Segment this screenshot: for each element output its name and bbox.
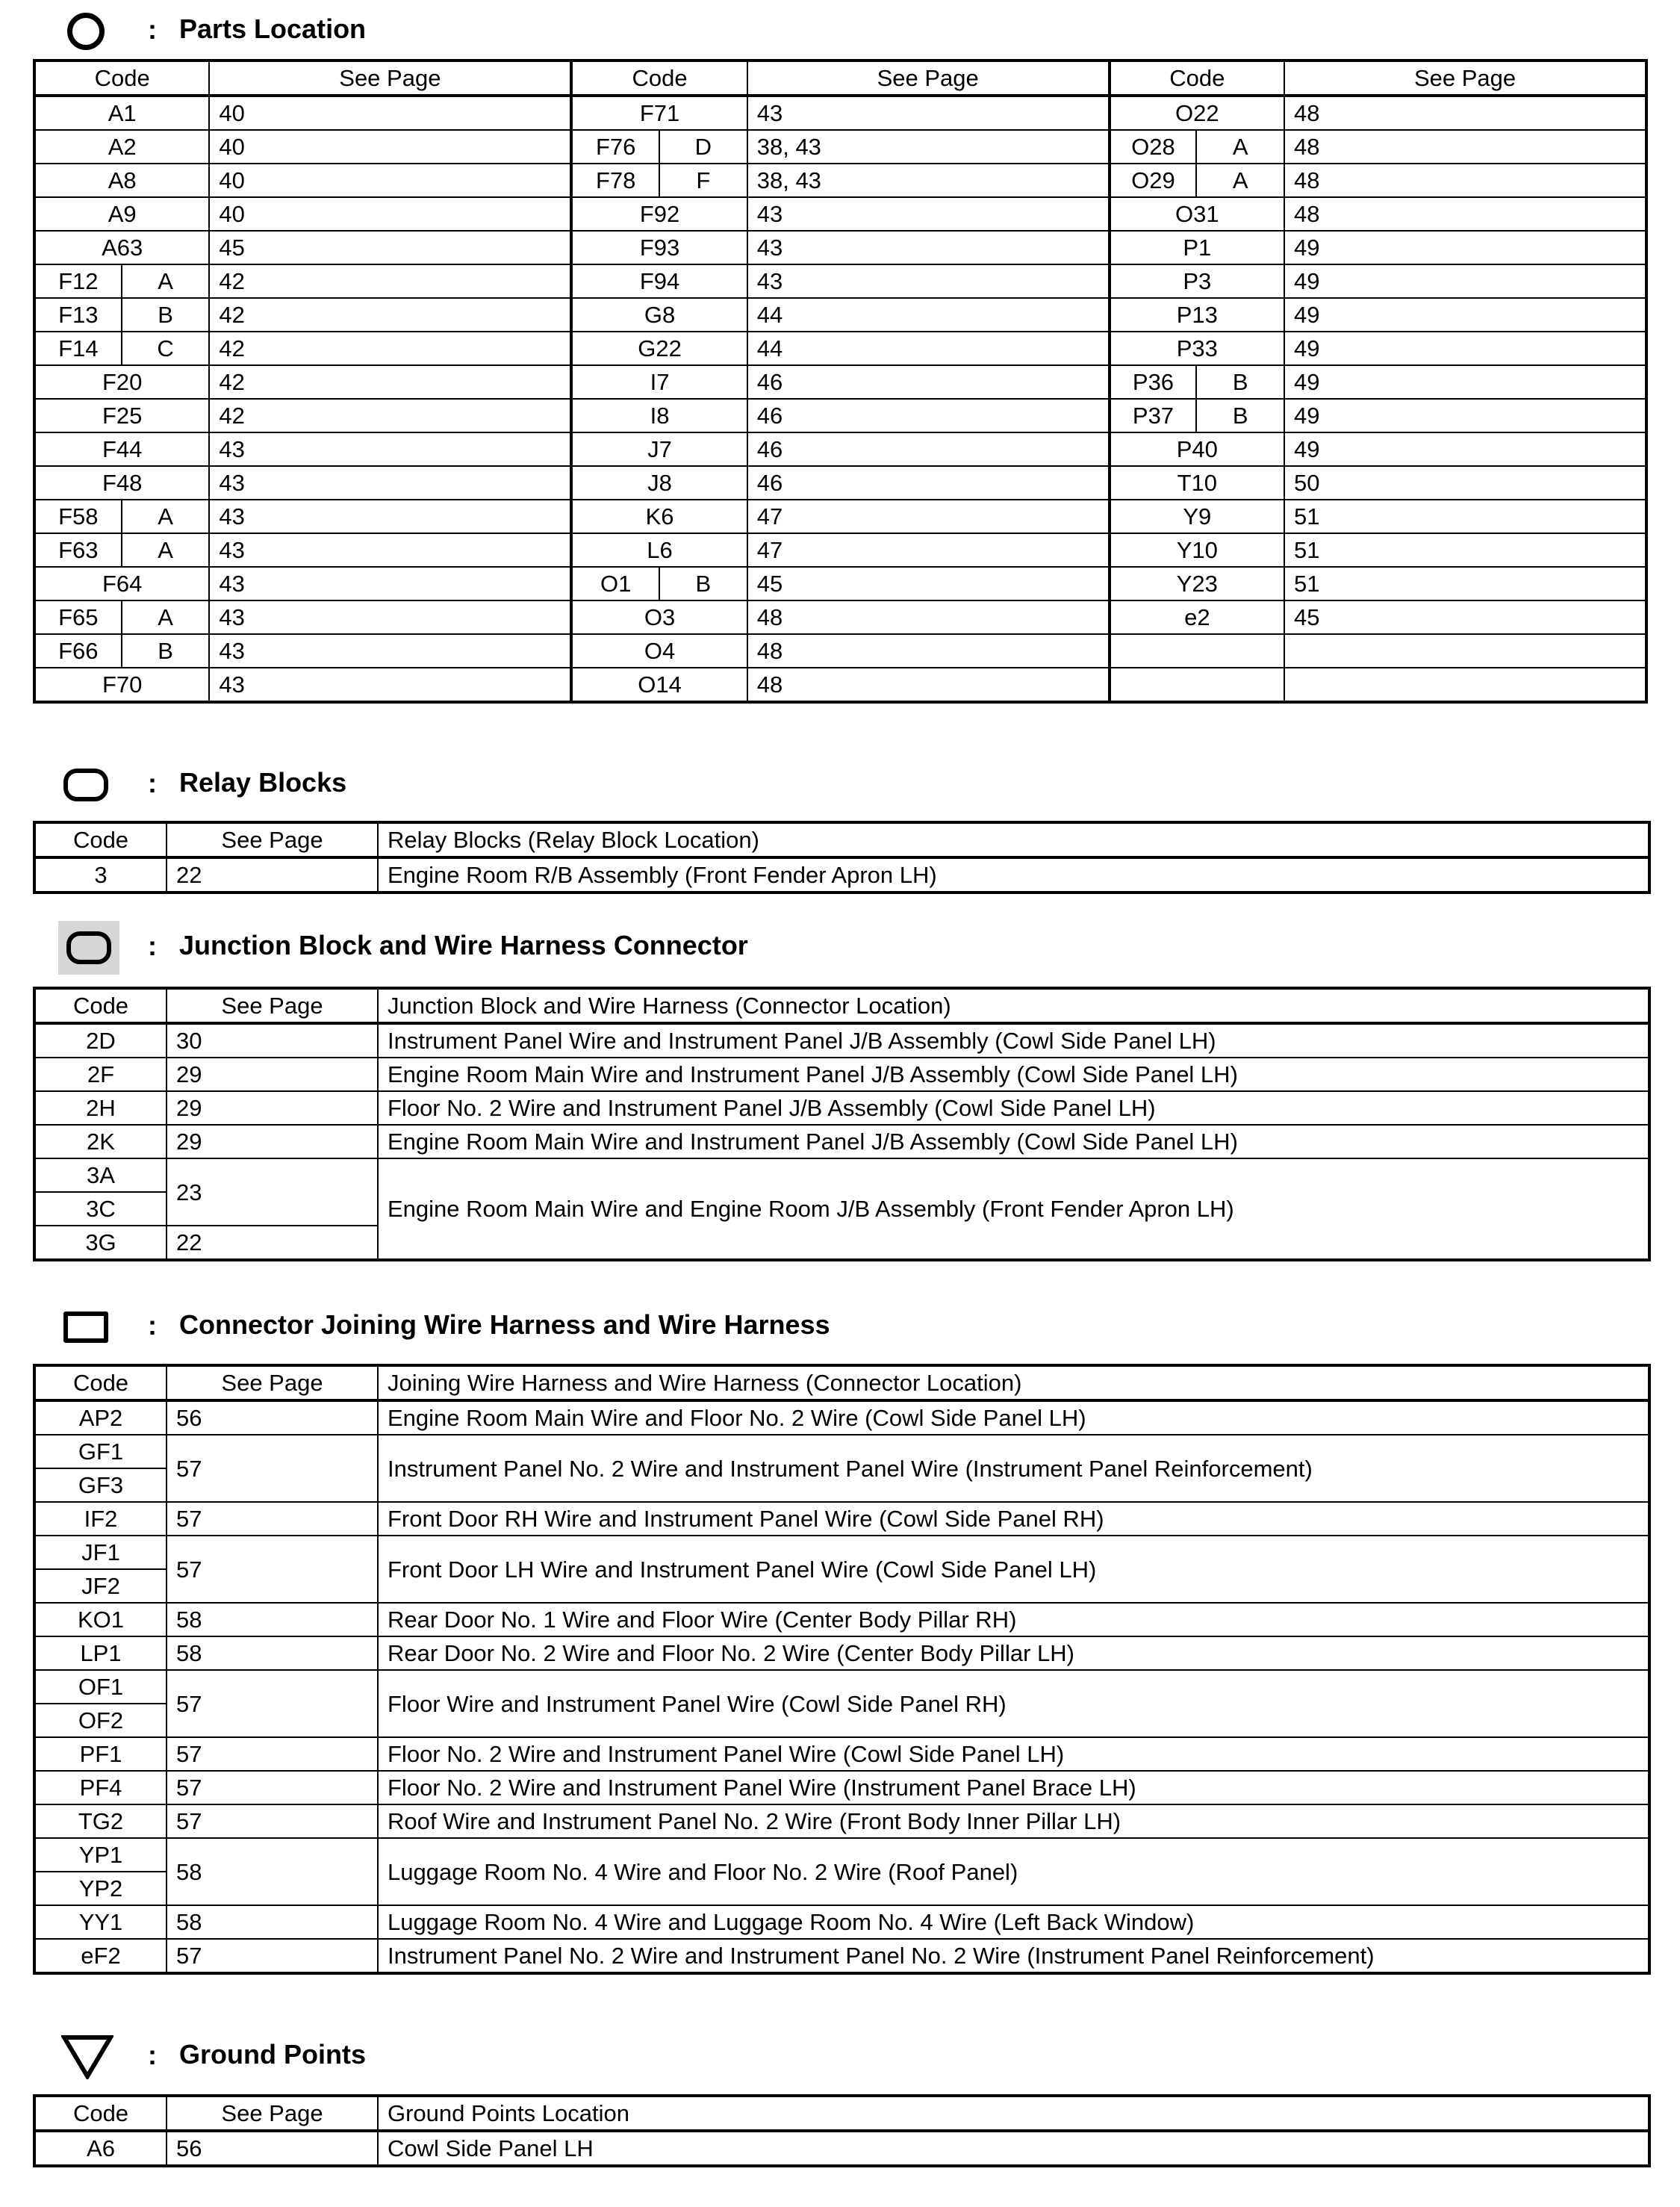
table-row bbox=[34, 1636, 1649, 1670]
table-row bbox=[34, 668, 1646, 702]
connector-sub-cell: A bbox=[1196, 130, 1284, 164]
code-cell: Y9 bbox=[1110, 500, 1284, 533]
table-row bbox=[34, 1023, 1649, 1058]
ground-points-header bbox=[60, 2034, 366, 2079]
page-cell: 57 bbox=[167, 1670, 378, 1737]
description-cell: Engine Room Main Wire and Instrument Panel J/B Assembly (Cowl Side Panel LH) bbox=[378, 1058, 1649, 1091]
description-cell: Rear Door No. 2 Wire and Floor No. 2 Wire (Center Body Pillar LH) bbox=[378, 1636, 1649, 1670]
table-row bbox=[34, 197, 1646, 231]
junction-block-icon-bg bbox=[58, 921, 119, 975]
page-cell: 22 bbox=[167, 1226, 378, 1260]
parts-location-table bbox=[33, 59, 1648, 704]
header-description: Junction Block and Wire Harness (Connector Location) bbox=[378, 988, 1649, 1023]
relay-blocks-header bbox=[60, 763, 347, 807]
table-row bbox=[34, 2131, 1649, 2166]
connector-icon bbox=[63, 1312, 108, 1343]
parts-location-header bbox=[60, 9, 367, 54]
page-cell: 45 bbox=[209, 231, 571, 264]
code-cell: 3C bbox=[34, 1192, 167, 1226]
page-cell: 47 bbox=[747, 533, 1110, 567]
circle-icon bbox=[67, 13, 105, 50]
table-row bbox=[34, 1435, 1649, 1468]
code-cell: F92 bbox=[571, 197, 747, 231]
table-row bbox=[34, 1771, 1649, 1804]
page-cell: 45 bbox=[747, 567, 1110, 600]
page-cell: 49 bbox=[1284, 365, 1646, 399]
ground-points-table bbox=[33, 2094, 1651, 2167]
header-see-page: See Page bbox=[209, 60, 571, 96]
page-cell: 50 bbox=[1284, 466, 1646, 500]
table-header-row bbox=[34, 60, 1646, 96]
header-code: Code bbox=[571, 60, 747, 96]
page-cell: 38, 43 bbox=[747, 130, 1110, 164]
description-cell: Front Door RH Wire and Instrument Panel Wire (Cowl Side Panel RH) bbox=[378, 1502, 1649, 1536]
code-cell: YP2 bbox=[34, 1872, 167, 1905]
relay-block-icon bbox=[63, 769, 108, 801]
code-cell: GF1 bbox=[34, 1435, 167, 1468]
connector-sub-cell: A bbox=[1196, 164, 1284, 197]
table-row bbox=[34, 1603, 1649, 1636]
header-see-page: See Page bbox=[167, 2096, 378, 2131]
connector-header bbox=[60, 1305, 830, 1350]
code-cell: YY1 bbox=[34, 1905, 167, 1939]
page-cell: 40 bbox=[209, 96, 571, 130]
code-cell: F63 bbox=[34, 533, 122, 567]
code-cell: J7 bbox=[571, 432, 747, 466]
page-cell: 46 bbox=[747, 399, 1110, 432]
connector-sub-cell: B bbox=[1196, 399, 1284, 432]
code-cell: F12 bbox=[34, 264, 122, 298]
page-cell: 48 bbox=[747, 634, 1110, 668]
ground-triangle-icon bbox=[61, 2034, 113, 2079]
table-row bbox=[34, 298, 1646, 332]
table-row bbox=[34, 231, 1646, 264]
code-cell: A1 bbox=[34, 96, 209, 130]
code-cell: TG2 bbox=[34, 1804, 167, 1838]
table-row bbox=[34, 567, 1646, 600]
connector-sub-cell: B bbox=[122, 298, 210, 332]
code-cell: A6 bbox=[34, 2131, 167, 2166]
connector-sub-cell: B bbox=[1196, 365, 1284, 399]
code-cell: A63 bbox=[34, 231, 209, 264]
code-cell: O14 bbox=[571, 668, 747, 702]
section-colon: : bbox=[148, 2040, 157, 2070]
code-cell: GF3 bbox=[34, 1468, 167, 1502]
code-cell: F94 bbox=[571, 264, 747, 298]
code-cell: KO1 bbox=[34, 1603, 167, 1636]
page-cell: 46 bbox=[747, 365, 1110, 399]
description-cell: Engine Room R/B Assembly (Front Fender Apron LH) bbox=[378, 857, 1649, 893]
table-header-row bbox=[34, 1365, 1649, 1400]
code-cell: F58 bbox=[34, 500, 122, 533]
page-cell: 38, 43 bbox=[747, 164, 1110, 197]
page-cell: 49 bbox=[1284, 231, 1646, 264]
code-cell: 2H bbox=[34, 1091, 167, 1125]
code-cell: P40 bbox=[1110, 432, 1284, 466]
page-cell: 43 bbox=[209, 600, 571, 634]
table-row bbox=[34, 130, 1646, 164]
connector-sub-cell: D bbox=[659, 130, 747, 164]
header-see-page: See Page bbox=[167, 988, 378, 1023]
description-cell: Rear Door No. 1 Wire and Floor Wire (Center Body Pillar RH) bbox=[378, 1603, 1649, 1636]
page-cell: 58 bbox=[167, 1603, 378, 1636]
description-cell: Cowl Side Panel LH bbox=[378, 2131, 1649, 2166]
code-cell: O31 bbox=[1110, 197, 1284, 231]
code-cell: F64 bbox=[34, 567, 209, 600]
page-cell: 51 bbox=[1284, 500, 1646, 533]
description-cell: Floor No. 2 Wire and Instrument Panel Wire (Instrument Panel Brace LH) bbox=[378, 1771, 1649, 1804]
page-cell: 46 bbox=[747, 466, 1110, 500]
table-row bbox=[34, 399, 1646, 432]
code-cell: P1 bbox=[1110, 231, 1284, 264]
code-cell: A2 bbox=[34, 130, 209, 164]
table-row bbox=[34, 432, 1646, 466]
connector-sub-cell: F bbox=[659, 164, 747, 197]
page-cell: 48 bbox=[747, 600, 1110, 634]
page-cell: 42 bbox=[209, 298, 571, 332]
table-row bbox=[34, 1091, 1649, 1125]
table-row bbox=[34, 1939, 1649, 1973]
page-cell: 48 bbox=[1284, 96, 1646, 130]
code-cell: e2 bbox=[1110, 600, 1284, 634]
page-cell: 22 bbox=[167, 857, 378, 893]
code-cell: O4 bbox=[571, 634, 747, 668]
page-cell: 43 bbox=[747, 197, 1110, 231]
page-cell: 43 bbox=[747, 96, 1110, 130]
section-title: Junction Block and Wire Harness Connector bbox=[179, 930, 748, 960]
junction-block-header bbox=[60, 925, 748, 970]
table-row bbox=[34, 1058, 1649, 1091]
code-cell: F13 bbox=[34, 298, 122, 332]
table-row bbox=[34, 1670, 1649, 1704]
description-cell: Instrument Panel Wire and Instrument Panel J/B Assembly (Cowl Side Panel LH) bbox=[378, 1023, 1649, 1058]
page-cell: 57 bbox=[167, 1502, 378, 1536]
table-row bbox=[34, 1737, 1649, 1771]
page-cell: 42 bbox=[209, 399, 571, 432]
table-row bbox=[34, 365, 1646, 399]
page-cell: 58 bbox=[167, 1636, 378, 1670]
connector-sub-cell: A bbox=[122, 500, 210, 533]
page-cell: 49 bbox=[1284, 264, 1646, 298]
description-cell: Engine Room Main Wire and Engine Room J/B Assembly (Front Fender Apron LH) bbox=[378, 1158, 1649, 1260]
code-cell: P36 bbox=[1110, 365, 1197, 399]
page-cell: 42 bbox=[209, 332, 571, 365]
code-cell: F71 bbox=[571, 96, 747, 130]
page-cell: 43 bbox=[209, 668, 571, 702]
code-cell: L6 bbox=[571, 533, 747, 567]
page-cell: 57 bbox=[167, 1939, 378, 1973]
page-cell: 48 bbox=[1284, 164, 1646, 197]
code-cell: I7 bbox=[571, 365, 747, 399]
code-cell: Y23 bbox=[1110, 567, 1284, 600]
table-header-row bbox=[34, 822, 1649, 857]
code-cell: O29 bbox=[1110, 164, 1197, 197]
description-cell: Luggage Room No. 4 Wire and Floor No. 2 Wire (Roof Panel) bbox=[378, 1838, 1649, 1905]
code-cell bbox=[1110, 668, 1284, 702]
table-row bbox=[34, 1158, 1649, 1192]
page-cell: 43 bbox=[209, 432, 571, 466]
section-title: Ground Points bbox=[179, 2039, 366, 2070]
code-cell: 3 bbox=[34, 857, 167, 893]
header-code: Code bbox=[1110, 60, 1284, 96]
table-row bbox=[34, 1804, 1649, 1838]
header-see-page: See Page bbox=[167, 1365, 378, 1400]
table-header-row bbox=[34, 988, 1649, 1023]
page-cell: 40 bbox=[209, 164, 571, 197]
description-cell: Instrument Panel No. 2 Wire and Instrument Panel No. 2 Wire (Instrument Panel Reinforcement) bbox=[378, 1939, 1649, 1973]
code-cell: LP1 bbox=[34, 1636, 167, 1670]
table-row bbox=[34, 1502, 1649, 1536]
page-cell: 44 bbox=[747, 298, 1110, 332]
page-cell: 57 bbox=[167, 1435, 378, 1502]
page-cell: 43 bbox=[209, 500, 571, 533]
page-cell: 46 bbox=[747, 432, 1110, 466]
section-colon: : bbox=[148, 1310, 157, 1341]
connector-sub-cell: C bbox=[122, 332, 210, 365]
code-cell: K6 bbox=[571, 500, 747, 533]
page-cell: 29 bbox=[167, 1091, 378, 1125]
code-cell: 3A bbox=[34, 1158, 167, 1192]
code-cell: P3 bbox=[1110, 264, 1284, 298]
table-row bbox=[34, 1905, 1649, 1939]
code-cell: JF2 bbox=[34, 1569, 167, 1603]
connector-sub-cell: B bbox=[122, 634, 210, 668]
header-code: Code bbox=[34, 822, 167, 857]
header-code: Code bbox=[34, 988, 167, 1023]
description-cell: Instrument Panel No. 2 Wire and Instrument Panel Wire (Instrument Panel Reinforcement) bbox=[378, 1435, 1649, 1502]
code-cell: 2D bbox=[34, 1023, 167, 1058]
table-row bbox=[34, 1400, 1649, 1435]
code-cell: F20 bbox=[34, 365, 209, 399]
table-row bbox=[34, 600, 1646, 634]
connector-sub-cell: A bbox=[122, 600, 210, 634]
page-cell: 43 bbox=[747, 264, 1110, 298]
description-cell: Luggage Room No. 4 Wire and Luggage Room No. 4 Wire (Left Back Window) bbox=[378, 1905, 1649, 1939]
page-cell: 58 bbox=[167, 1905, 378, 1939]
code-cell: F65 bbox=[34, 600, 122, 634]
page-cell: 45 bbox=[1284, 600, 1646, 634]
table-row bbox=[34, 96, 1646, 130]
page-cell bbox=[1284, 634, 1646, 668]
junction-block-table bbox=[33, 987, 1651, 1261]
page-cell: 57 bbox=[167, 1536, 378, 1603]
header-description: Joining Wire Harness and Wire Harness (Connector Location) bbox=[378, 1365, 1649, 1400]
code-cell: JF1 bbox=[34, 1536, 167, 1569]
code-cell: T10 bbox=[1110, 466, 1284, 500]
page-cell: 57 bbox=[167, 1737, 378, 1771]
description-cell: Engine Room Main Wire and Floor No. 2 Wire (Cowl Side Panel LH) bbox=[378, 1400, 1649, 1435]
code-cell: F93 bbox=[571, 231, 747, 264]
code-cell: O28 bbox=[1110, 130, 1197, 164]
code-cell: Y10 bbox=[1110, 533, 1284, 567]
page-cell: 57 bbox=[167, 1771, 378, 1804]
table-row bbox=[34, 857, 1649, 893]
code-cell: P37 bbox=[1110, 399, 1197, 432]
table-header-row bbox=[34, 2096, 1649, 2131]
page-cell: 57 bbox=[167, 1804, 378, 1838]
page-cell bbox=[1284, 668, 1646, 702]
description-cell: Front Door LH Wire and Instrument Panel Wire (Cowl Side Panel LH) bbox=[378, 1536, 1649, 1603]
page-cell: 49 bbox=[1284, 432, 1646, 466]
table-row bbox=[34, 533, 1646, 567]
table-row bbox=[34, 500, 1646, 533]
code-cell: YP1 bbox=[34, 1838, 167, 1872]
code-cell: F14 bbox=[34, 332, 122, 365]
page-cell: 43 bbox=[209, 634, 571, 668]
code-cell: IF2 bbox=[34, 1502, 167, 1536]
description-cell: Floor No. 2 Wire and Instrument Panel J/B Assembly (Cowl Side Panel LH) bbox=[378, 1091, 1649, 1125]
page-cell: 29 bbox=[167, 1125, 378, 1158]
header-see-page: See Page bbox=[747, 60, 1110, 96]
code-cell: G22 bbox=[571, 332, 747, 365]
header-code: Code bbox=[34, 2096, 167, 2131]
page-cell: 23 bbox=[167, 1158, 378, 1226]
table-row bbox=[34, 634, 1646, 668]
table-row bbox=[34, 264, 1646, 298]
code-cell: G8 bbox=[571, 298, 747, 332]
header-description: Relay Blocks (Relay Block Location) bbox=[378, 822, 1649, 857]
page-cell: 51 bbox=[1284, 567, 1646, 600]
connector-table bbox=[33, 1364, 1651, 1975]
code-cell: I8 bbox=[571, 399, 747, 432]
page-cell: 51 bbox=[1284, 533, 1646, 567]
page-cell: 43 bbox=[209, 466, 571, 500]
code-cell: J8 bbox=[571, 466, 747, 500]
code-cell: PF1 bbox=[34, 1737, 167, 1771]
code-cell: eF2 bbox=[34, 1939, 167, 1973]
table-row bbox=[34, 1125, 1649, 1158]
description-cell: Engine Room Main Wire and Instrument Panel J/B Assembly (Cowl Side Panel LH) bbox=[378, 1125, 1649, 1158]
code-cell: F70 bbox=[34, 668, 209, 702]
page-cell: 42 bbox=[209, 365, 571, 399]
code-cell: OF2 bbox=[34, 1704, 167, 1737]
code-cell: O3 bbox=[571, 600, 747, 634]
code-cell: P33 bbox=[1110, 332, 1284, 365]
page-cell: 49 bbox=[1284, 332, 1646, 365]
table-row bbox=[34, 1536, 1649, 1569]
page-cell: 47 bbox=[747, 500, 1110, 533]
page-cell: 48 bbox=[1284, 197, 1646, 231]
header-code: Code bbox=[34, 60, 209, 96]
connector-sub-cell: A bbox=[122, 533, 210, 567]
section-title: Parts Location bbox=[179, 13, 367, 44]
page-cell: 43 bbox=[209, 567, 571, 600]
connector-sub-cell: B bbox=[659, 567, 747, 600]
header-description: Ground Points Location bbox=[378, 2096, 1649, 2131]
code-cell: PF4 bbox=[34, 1771, 167, 1804]
page-cell: 43 bbox=[747, 231, 1110, 264]
header-see-page: See Page bbox=[167, 822, 378, 857]
page-cell: 49 bbox=[1284, 399, 1646, 432]
section-colon: : bbox=[148, 931, 157, 961]
code-cell: A9 bbox=[34, 197, 209, 231]
page-cell: 56 bbox=[167, 1400, 378, 1435]
page-cell: 42 bbox=[209, 264, 571, 298]
description-cell: Floor No. 2 Wire and Instrument Panel Wire (Cowl Side Panel LH) bbox=[378, 1737, 1649, 1771]
page-cell: 29 bbox=[167, 1058, 378, 1091]
code-cell: A8 bbox=[34, 164, 209, 197]
code-cell: P13 bbox=[1110, 298, 1284, 332]
relay-blocks-table bbox=[33, 821, 1651, 894]
connector-sub-cell: A bbox=[122, 264, 210, 298]
code-cell: F48 bbox=[34, 466, 209, 500]
page-cell: 30 bbox=[167, 1023, 378, 1058]
page-cell: 48 bbox=[1284, 130, 1646, 164]
code-cell: F66 bbox=[34, 634, 122, 668]
page-cell: 56 bbox=[167, 2131, 378, 2166]
page-cell: 58 bbox=[167, 1838, 378, 1905]
code-cell: F76 bbox=[571, 130, 659, 164]
section-title: Connector Joining Wire Harness and Wire Harness bbox=[179, 1309, 830, 1340]
code-cell bbox=[1110, 634, 1284, 668]
page-cell: 49 bbox=[1284, 298, 1646, 332]
header-code: Code bbox=[34, 1365, 167, 1400]
page-cell: 40 bbox=[209, 130, 571, 164]
code-cell: F78 bbox=[571, 164, 659, 197]
code-cell: AP2 bbox=[34, 1400, 167, 1435]
section-colon: : bbox=[148, 768, 157, 798]
description-cell: Roof Wire and Instrument Panel No. 2 Wire (Front Body Inner Pillar LH) bbox=[378, 1804, 1649, 1838]
code-cell: 2K bbox=[34, 1125, 167, 1158]
code-cell: 3G bbox=[34, 1226, 167, 1260]
table-row bbox=[34, 164, 1646, 197]
code-cell: F25 bbox=[34, 399, 209, 432]
header-see-page: See Page bbox=[1284, 60, 1646, 96]
section-title: Relay Blocks bbox=[179, 767, 347, 798]
page-cell: 40 bbox=[209, 197, 571, 231]
code-cell: F44 bbox=[34, 432, 209, 466]
junction-block-icon bbox=[66, 931, 111, 964]
table-row bbox=[34, 466, 1646, 500]
page-cell: 48 bbox=[747, 668, 1110, 702]
code-cell: O22 bbox=[1110, 96, 1284, 130]
section-colon: : bbox=[148, 14, 157, 45]
code-cell: 2F bbox=[34, 1058, 167, 1091]
description-cell: Floor Wire and Instrument Panel Wire (Cowl Side Panel RH) bbox=[378, 1670, 1649, 1737]
page-cell: 43 bbox=[209, 533, 571, 567]
table-row bbox=[34, 332, 1646, 365]
table-row bbox=[34, 1838, 1649, 1872]
code-cell: O1 bbox=[571, 567, 659, 600]
page-cell: 44 bbox=[747, 332, 1110, 365]
code-cell: OF1 bbox=[34, 1670, 167, 1704]
